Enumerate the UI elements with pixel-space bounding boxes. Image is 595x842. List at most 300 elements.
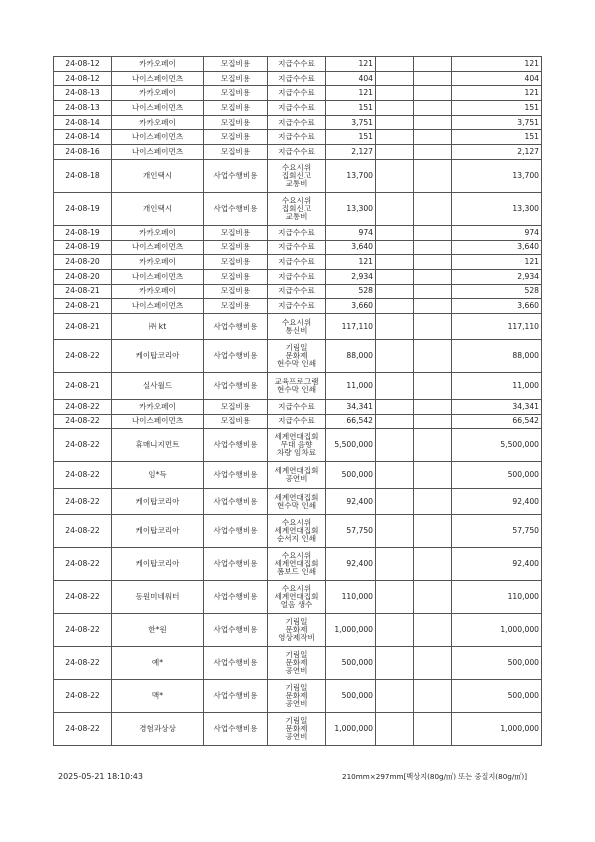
subcategory-line: 교통비 bbox=[285, 211, 308, 221]
subcategory-line: 영상제작비 bbox=[278, 633, 315, 643]
total-cell: 500,000 bbox=[452, 462, 542, 489]
blank-cell bbox=[414, 225, 452, 240]
amount-cell: 92,400 bbox=[326, 548, 376, 581]
category-cell: 모집비용 bbox=[204, 101, 268, 116]
vendor-cell: 나이스페이먼츠 bbox=[112, 299, 204, 314]
vendor-cell: ㈜ kt bbox=[112, 313, 204, 340]
amount-cell: 3,751 bbox=[326, 115, 376, 130]
date-cell: 24-08-13 bbox=[54, 101, 112, 116]
subcategory-line: 기림일 bbox=[285, 683, 308, 693]
category-cell: 모집비용 bbox=[204, 240, 268, 255]
subcategory-cell bbox=[268, 488, 326, 515]
blank-cell bbox=[414, 414, 452, 429]
category-cell: 사업수행비용 bbox=[204, 647, 268, 680]
subcategory-line: 현수막 인쇄 bbox=[276, 359, 317, 369]
subcategory-line: 지급수수료 bbox=[278, 242, 315, 252]
vendor-cell: 나이스페이먼츠 bbox=[112, 101, 204, 116]
vendor-cell: 케이탑코리아 bbox=[112, 340, 204, 373]
subcategory-cell bbox=[268, 57, 326, 72]
date-cell: 24-08-22 bbox=[54, 340, 112, 373]
blank-cell bbox=[414, 680, 452, 713]
category-cell: 모집비용 bbox=[204, 284, 268, 299]
category-cell: 사업수행비용 bbox=[204, 488, 268, 515]
blank-cell bbox=[414, 581, 452, 614]
table-row bbox=[54, 192, 542, 225]
vendor-cell: 나이스페이먼츠 bbox=[112, 269, 204, 284]
blank-cell bbox=[414, 313, 452, 340]
category-cell: 사업수행비용 bbox=[204, 192, 268, 225]
subcategory-cell bbox=[268, 680, 326, 713]
subcategory-line: 세계연대집회 bbox=[274, 492, 319, 502]
category-cell: 모집비용 bbox=[204, 145, 268, 160]
table-row bbox=[54, 373, 542, 400]
category-cell: 모집비용 bbox=[204, 57, 268, 72]
table-row bbox=[54, 713, 542, 746]
date-cell: 24-08-22 bbox=[54, 680, 112, 713]
total-cell: 974 bbox=[452, 225, 542, 240]
total-cell: 500,000 bbox=[452, 680, 542, 713]
subcategory-line: 지급수수료 bbox=[278, 416, 315, 426]
date-cell: 24-08-21 bbox=[54, 284, 112, 299]
subcategory-line: 무대 음향 bbox=[280, 440, 313, 450]
subcategory-line: 수요시위 bbox=[281, 551, 312, 561]
subcategory-cell bbox=[268, 313, 326, 340]
vendor-cell: 케이탑코리아 bbox=[112, 548, 204, 581]
table-row bbox=[54, 462, 542, 489]
table-row bbox=[54, 284, 542, 299]
subcategory-line: 지급수수료 bbox=[278, 401, 315, 411]
subcategory-cell bbox=[268, 713, 326, 746]
vendor-cell: 나이스페이먼츠 bbox=[112, 145, 204, 160]
vendor-cell: 실사월드 bbox=[112, 373, 204, 400]
subcategory-line: 지급수수료 bbox=[278, 146, 315, 156]
total-cell: 3,660 bbox=[452, 299, 542, 314]
subcategory-line: 기림일 bbox=[285, 617, 308, 627]
amount-cell: 500,000 bbox=[326, 462, 376, 489]
blank-cell bbox=[376, 192, 414, 225]
subcategory-cell bbox=[268, 414, 326, 429]
blank-cell bbox=[376, 680, 414, 713]
table-row bbox=[54, 225, 542, 240]
date-cell: 24-08-12 bbox=[54, 71, 112, 86]
blank-cell bbox=[414, 299, 452, 314]
subcategory-line: 집회신고 bbox=[281, 203, 312, 213]
subcategory-line: 공연비 bbox=[285, 699, 308, 709]
date-cell: 24-08-22 bbox=[54, 515, 112, 548]
table-row bbox=[54, 101, 542, 116]
vendor-cell: 케이탑코리아 bbox=[112, 488, 204, 515]
blank-cell bbox=[376, 130, 414, 145]
vendor-cell: 나이스페이먼츠 bbox=[112, 414, 204, 429]
blank-cell bbox=[414, 462, 452, 489]
total-cell: 34,341 bbox=[452, 399, 542, 414]
amount-cell: 974 bbox=[326, 225, 376, 240]
date-cell: 24-08-22 bbox=[54, 647, 112, 680]
amount-cell: 117,110 bbox=[326, 313, 376, 340]
category-cell: 사업수행비용 bbox=[204, 614, 268, 647]
category-cell: 모집비용 bbox=[204, 130, 268, 145]
subcategory-line: 얼음 생수 bbox=[280, 600, 313, 610]
vendor-cell: 예* bbox=[112, 647, 204, 680]
amount-cell: 1,000,000 bbox=[326, 713, 376, 746]
paper-spec: 210mm×297mm[백상지(80g/㎡) 또는 중질지(80g/㎡)] bbox=[342, 772, 528, 781]
subcategory-line: 지급수수료 bbox=[278, 301, 315, 311]
total-cell: 92,400 bbox=[452, 488, 542, 515]
category-cell: 모집비용 bbox=[204, 399, 268, 414]
blank-cell bbox=[414, 515, 452, 548]
amount-cell: 34,341 bbox=[326, 399, 376, 414]
amount-cell: 13,700 bbox=[326, 159, 376, 192]
category-cell: 모집비용 bbox=[204, 414, 268, 429]
subcategory-cell bbox=[268, 269, 326, 284]
subcategory-cell bbox=[268, 225, 326, 240]
table-row bbox=[54, 340, 542, 373]
date-cell: 24-08-19 bbox=[54, 192, 112, 225]
total-cell: 121 bbox=[452, 57, 542, 72]
table-row bbox=[54, 57, 542, 72]
category-cell: 사업수행비용 bbox=[204, 429, 268, 462]
subcategory-line: 지급수수료 bbox=[278, 286, 315, 296]
blank-cell bbox=[414, 255, 452, 270]
vendor-cell: 카카오페이 bbox=[112, 255, 204, 270]
blank-cell bbox=[414, 57, 452, 72]
total-cell: 57,750 bbox=[452, 515, 542, 548]
subcategory-cell bbox=[268, 284, 326, 299]
total-cell: 121 bbox=[452, 255, 542, 270]
subcategory-line: 순서지 인쇄 bbox=[276, 534, 317, 544]
amount-cell: 2,934 bbox=[326, 269, 376, 284]
blank-cell bbox=[376, 614, 414, 647]
subcategory-line: 기림일 bbox=[285, 716, 308, 726]
subcategory-line: 수요시위 bbox=[281, 584, 312, 594]
subcategory-line: 수요시위 bbox=[281, 317, 312, 327]
date-cell: 24-08-22 bbox=[54, 581, 112, 614]
blank-cell bbox=[414, 159, 452, 192]
subcategory-line: 폼보드 인쇄 bbox=[276, 567, 317, 577]
blank-cell bbox=[414, 101, 452, 116]
subcategory-line: 문화제 bbox=[285, 351, 308, 361]
total-cell: 151 bbox=[452, 130, 542, 145]
vendor-cell: 휴매니지먼트 bbox=[112, 429, 204, 462]
date-cell: 24-08-22 bbox=[54, 399, 112, 414]
table-row bbox=[54, 255, 542, 270]
table-row bbox=[54, 647, 542, 680]
table-row bbox=[54, 240, 542, 255]
blank-cell bbox=[376, 159, 414, 192]
blank-cell bbox=[414, 614, 452, 647]
amount-cell: 13,300 bbox=[326, 192, 376, 225]
subcategory-line: 수요시위 bbox=[281, 162, 312, 172]
category-cell: 모집비용 bbox=[204, 86, 268, 101]
total-cell: 528 bbox=[452, 284, 542, 299]
date-cell: 24-08-22 bbox=[54, 713, 112, 746]
subcategory-line: 교통비 bbox=[285, 178, 308, 188]
subcategory-cell bbox=[268, 299, 326, 314]
total-cell: 3,751 bbox=[452, 115, 542, 130]
date-cell: 24-08-21 bbox=[54, 313, 112, 340]
blank-cell bbox=[414, 192, 452, 225]
blank-cell bbox=[376, 515, 414, 548]
amount-cell: 5,500,000 bbox=[326, 429, 376, 462]
subcategory-cell bbox=[268, 462, 326, 489]
blank-cell bbox=[376, 225, 414, 240]
subcategory-line: 지급수수료 bbox=[278, 102, 315, 112]
table-row bbox=[54, 515, 542, 548]
date-cell: 24-08-19 bbox=[54, 225, 112, 240]
vendor-cell: 카카오페이 bbox=[112, 284, 204, 299]
vendor-cell: 카카오페이 bbox=[112, 86, 204, 101]
table-row bbox=[54, 130, 542, 145]
table-row bbox=[54, 299, 542, 314]
table-row bbox=[54, 399, 542, 414]
vendor-cell: 임*득 bbox=[112, 462, 204, 489]
table-row bbox=[54, 581, 542, 614]
amount-cell: 151 bbox=[326, 130, 376, 145]
date-cell: 24-08-21 bbox=[54, 373, 112, 400]
blank-cell bbox=[376, 399, 414, 414]
blank-cell bbox=[376, 462, 414, 489]
amount-cell: 121 bbox=[326, 86, 376, 101]
amount-cell: 110,000 bbox=[326, 581, 376, 614]
total-cell: 151 bbox=[452, 101, 542, 116]
vendor-cell: 한*원 bbox=[112, 614, 204, 647]
blank-cell bbox=[376, 548, 414, 581]
category-cell: 모집비용 bbox=[204, 225, 268, 240]
subcategory-line: 통신비 bbox=[285, 325, 308, 335]
subcategory-line: 문화제 bbox=[285, 691, 308, 701]
total-cell: 1,000,000 bbox=[452, 713, 542, 746]
subcategory-line: 공연비 bbox=[285, 732, 308, 742]
subcategory-line: 현수막 인쇄 bbox=[276, 500, 317, 510]
amount-cell: 528 bbox=[326, 284, 376, 299]
category-cell: 사업수행비용 bbox=[204, 159, 268, 192]
vendor-cell: 경험과상상 bbox=[112, 713, 204, 746]
amount-cell: 57,750 bbox=[326, 515, 376, 548]
subcategory-line: 지급수수료 bbox=[278, 88, 315, 98]
expense-table-body bbox=[54, 57, 542, 746]
blank-cell bbox=[414, 269, 452, 284]
date-cell: 24-08-22 bbox=[54, 429, 112, 462]
total-cell: 11,000 bbox=[452, 373, 542, 400]
blank-cell bbox=[414, 340, 452, 373]
subcategory-line: 교육프로그램 bbox=[274, 377, 319, 387]
date-cell: 24-08-22 bbox=[54, 488, 112, 515]
blank-cell bbox=[414, 373, 452, 400]
amount-cell: 3,640 bbox=[326, 240, 376, 255]
blank-cell bbox=[376, 240, 414, 255]
subcategory-cell bbox=[268, 340, 326, 373]
vendor-cell: 카카오페이 bbox=[112, 225, 204, 240]
blank-cell bbox=[376, 313, 414, 340]
blank-cell bbox=[376, 373, 414, 400]
subcategory-cell bbox=[268, 255, 326, 270]
subcategory-line: 수요시위 bbox=[281, 518, 312, 528]
total-cell: 3,640 bbox=[452, 240, 542, 255]
vendor-cell: 나이스페이먼츠 bbox=[112, 240, 204, 255]
total-cell: 110,000 bbox=[452, 581, 542, 614]
subcategory-cell bbox=[268, 145, 326, 160]
amount-cell: 1,000,000 bbox=[326, 614, 376, 647]
subcategory-cell bbox=[268, 240, 326, 255]
subcategory-line: 세계연대집회 bbox=[274, 559, 319, 569]
total-cell: 13,300 bbox=[452, 192, 542, 225]
date-cell: 24-08-20 bbox=[54, 269, 112, 284]
date-cell: 24-08-14 bbox=[54, 115, 112, 130]
amount-cell: 121 bbox=[326, 255, 376, 270]
amount-cell: 3,660 bbox=[326, 299, 376, 314]
amount-cell: 88,000 bbox=[326, 340, 376, 373]
total-cell: 88,000 bbox=[452, 340, 542, 373]
print-timestamp: 2025-05-21 18:10:43 bbox=[58, 772, 143, 781]
subcategory-cell bbox=[268, 614, 326, 647]
table-row bbox=[54, 145, 542, 160]
table-row bbox=[54, 86, 542, 101]
blank-cell bbox=[414, 548, 452, 581]
blank-cell bbox=[376, 284, 414, 299]
vendor-cell: 카카오페이 bbox=[112, 57, 204, 72]
vendor-cell: 맥* bbox=[112, 680, 204, 713]
blank-cell bbox=[376, 86, 414, 101]
date-cell: 24-08-19 bbox=[54, 240, 112, 255]
subcategory-cell bbox=[268, 86, 326, 101]
subcategory-cell bbox=[268, 71, 326, 86]
subcategory-line: 세계연대집회 bbox=[274, 526, 319, 536]
subcategory-line: 공연비 bbox=[285, 474, 308, 484]
amount-cell: 121 bbox=[326, 57, 376, 72]
category-cell: 모집비용 bbox=[204, 115, 268, 130]
date-cell: 24-08-22 bbox=[54, 414, 112, 429]
blank-cell bbox=[376, 71, 414, 86]
category-cell: 모집비용 bbox=[204, 269, 268, 284]
subcategory-cell bbox=[268, 429, 326, 462]
table-row bbox=[54, 313, 542, 340]
subcategory-line: 집회신고 bbox=[281, 170, 312, 180]
category-cell: 사업수행비용 bbox=[204, 548, 268, 581]
subcategory-line: 기림일 bbox=[285, 650, 308, 660]
subcategory-line: 세계연대집회 bbox=[274, 432, 319, 442]
subcategory-line: 지급수수료 bbox=[278, 73, 315, 83]
total-cell: 404 bbox=[452, 71, 542, 86]
vendor-cell: 카카오페이 bbox=[112, 399, 204, 414]
subcategory-cell bbox=[268, 515, 326, 548]
amount-cell: 500,000 bbox=[326, 680, 376, 713]
date-cell: 24-08-12 bbox=[54, 57, 112, 72]
table-row bbox=[54, 429, 542, 462]
category-cell: 모집비용 bbox=[204, 299, 268, 314]
blank-cell bbox=[414, 130, 452, 145]
subcategory-line: 문화제 bbox=[285, 625, 308, 635]
subcategory-cell bbox=[268, 192, 326, 225]
subcategory-line: 세계연대집회 bbox=[274, 466, 319, 476]
blank-cell bbox=[376, 340, 414, 373]
blank-cell bbox=[376, 299, 414, 314]
total-cell: 66,542 bbox=[452, 414, 542, 429]
category-cell: 모집비용 bbox=[204, 255, 268, 270]
blank-cell bbox=[376, 115, 414, 130]
amount-cell: 2,127 bbox=[326, 145, 376, 160]
subcategory-cell bbox=[268, 373, 326, 400]
blank-cell bbox=[414, 115, 452, 130]
blank-cell bbox=[414, 145, 452, 160]
table-row bbox=[54, 71, 542, 86]
category-cell: 사업수행비용 bbox=[204, 313, 268, 340]
table-row bbox=[54, 488, 542, 515]
category-cell: 사업수행비용 bbox=[204, 713, 268, 746]
blank-cell bbox=[376, 581, 414, 614]
amount-cell: 151 bbox=[326, 101, 376, 116]
subcategory-cell bbox=[268, 647, 326, 680]
date-cell: 24-08-13 bbox=[54, 86, 112, 101]
amount-cell: 404 bbox=[326, 71, 376, 86]
amount-cell: 66,542 bbox=[326, 414, 376, 429]
blank-cell bbox=[376, 414, 414, 429]
blank-cell bbox=[414, 240, 452, 255]
date-cell: 24-08-22 bbox=[54, 614, 112, 647]
total-cell: 2,127 bbox=[452, 145, 542, 160]
total-cell: 13,700 bbox=[452, 159, 542, 192]
blank-cell bbox=[376, 57, 414, 72]
subcategory-line: 차량 임차료 bbox=[276, 448, 317, 458]
blank-cell bbox=[376, 145, 414, 160]
blank-cell bbox=[414, 399, 452, 414]
blank-cell bbox=[414, 86, 452, 101]
subcategory-line: 지급수수료 bbox=[278, 132, 315, 142]
blank-cell bbox=[414, 647, 452, 680]
total-cell: 121 bbox=[452, 86, 542, 101]
vendor-cell: 개인택시 bbox=[112, 192, 204, 225]
subcategory-cell bbox=[268, 399, 326, 414]
subcategory-cell bbox=[268, 130, 326, 145]
date-cell: 24-08-14 bbox=[54, 130, 112, 145]
amount-cell: 500,000 bbox=[326, 647, 376, 680]
category-cell: 사업수행비용 bbox=[204, 340, 268, 373]
category-cell: 사업수행비용 bbox=[204, 515, 268, 548]
table-row bbox=[54, 159, 542, 192]
subcategory-line: 지급수수료 bbox=[278, 271, 315, 281]
category-cell: 사업수행비용 bbox=[204, 462, 268, 489]
category-cell: 사업수행비용 bbox=[204, 581, 268, 614]
blank-cell bbox=[414, 71, 452, 86]
subcategory-line: 지급수수료 bbox=[278, 117, 315, 127]
blank-cell bbox=[376, 429, 414, 462]
blank-cell bbox=[376, 269, 414, 284]
blank-cell bbox=[376, 647, 414, 680]
date-cell: 24-08-22 bbox=[54, 548, 112, 581]
subcategory-line: 기림일 bbox=[285, 343, 308, 353]
date-cell: 24-08-20 bbox=[54, 255, 112, 270]
total-cell: 2,934 bbox=[452, 269, 542, 284]
subcategory-line: 지급수수료 bbox=[278, 58, 315, 68]
category-cell: 사업수행비용 bbox=[204, 373, 268, 400]
table-row bbox=[54, 269, 542, 284]
subcategory-line: 세계연대집회 bbox=[274, 592, 319, 602]
blank-cell bbox=[414, 713, 452, 746]
amount-cell: 92,400 bbox=[326, 488, 376, 515]
blank-cell bbox=[414, 488, 452, 515]
subcategory-line: 문화제 bbox=[285, 658, 308, 668]
blank-cell bbox=[376, 255, 414, 270]
date-cell: 24-08-21 bbox=[54, 299, 112, 314]
vendor-cell: 개인택시 bbox=[112, 159, 204, 192]
total-cell: 117,110 bbox=[452, 313, 542, 340]
date-cell: 24-08-18 bbox=[54, 159, 112, 192]
total-cell: 1,000,000 bbox=[452, 614, 542, 647]
subcategory-line: 현수막 인쇄 bbox=[276, 385, 317, 395]
vendor-cell: 나이스페이먼츠 bbox=[112, 130, 204, 145]
total-cell: 5,500,000 bbox=[452, 429, 542, 462]
total-cell: 500,000 bbox=[452, 647, 542, 680]
subcategory-line: 지급수수료 bbox=[278, 257, 315, 267]
